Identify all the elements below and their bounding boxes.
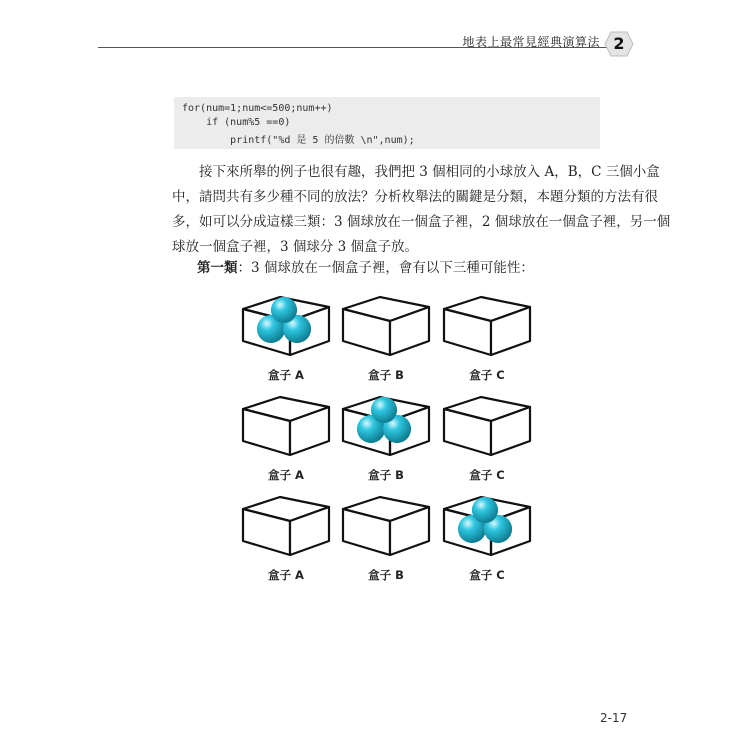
- classification-text: ：3 個球放在一個盒子裡，會有以下三種可能性：: [237, 260, 534, 276]
- box-label: 盒子 C: [469, 368, 505, 382]
- paragraph-line: 接下來所舉的例子也很有趣，我們把 3 個相同的小球放入 A，B，C 三個小盒: [199, 164, 660, 180]
- box-label: 盒子 A: [268, 568, 304, 582]
- code-line: for(num=1;num<=500;num++): [182, 103, 333, 114]
- box-label: 盒子 B: [368, 568, 404, 582]
- chapter-number: 2: [613, 34, 625, 53]
- paragraph-line: 球放一個盒子裡，3 個球分 3 個盒子放。: [172, 239, 419, 255]
- code-line: if (num%5 ==0): [182, 117, 291, 128]
- box-a: [240, 393, 332, 459]
- box-c: [441, 493, 533, 559]
- box-label: 盒子 B: [368, 368, 404, 382]
- code-line: printf("%d 是 5 的倍數 \n",num);: [182, 135, 415, 146]
- body-paragraph: [172, 160, 671, 260]
- paragraph-line: 多，如可以分成這樣三類：3 個球放在一個盒子裡，2 個球放在一個盒子裡，另一個: [172, 214, 671, 230]
- box-a: [240, 493, 332, 559]
- ball: [472, 497, 498, 523]
- classification-line: [197, 256, 534, 276]
- page-number: 2-17: [600, 711, 628, 725]
- box-label: 盒子 C: [469, 568, 505, 582]
- ball: [371, 397, 397, 423]
- classification-label: 第一類: [197, 260, 238, 276]
- running-header-title: 地表上最常見經典演算法: [462, 35, 600, 49]
- box-label: 盒子 A: [268, 468, 304, 482]
- box-label: 盒子 C: [469, 468, 505, 482]
- box-b: [340, 493, 432, 559]
- code-block: [174, 97, 600, 149]
- box-label: 盒子 B: [368, 468, 404, 482]
- box-c: [441, 393, 533, 459]
- box-a: [240, 293, 332, 359]
- box-label: 盒子 A: [268, 368, 304, 382]
- box-b: [340, 293, 432, 359]
- ball: [271, 297, 297, 323]
- box-b: [340, 393, 432, 459]
- paragraph-line: 中，請問共有多少種不同的放法？分析枚舉法的關鍵是分類，本題分類的方法有很: [172, 189, 658, 205]
- box-c: [441, 293, 533, 359]
